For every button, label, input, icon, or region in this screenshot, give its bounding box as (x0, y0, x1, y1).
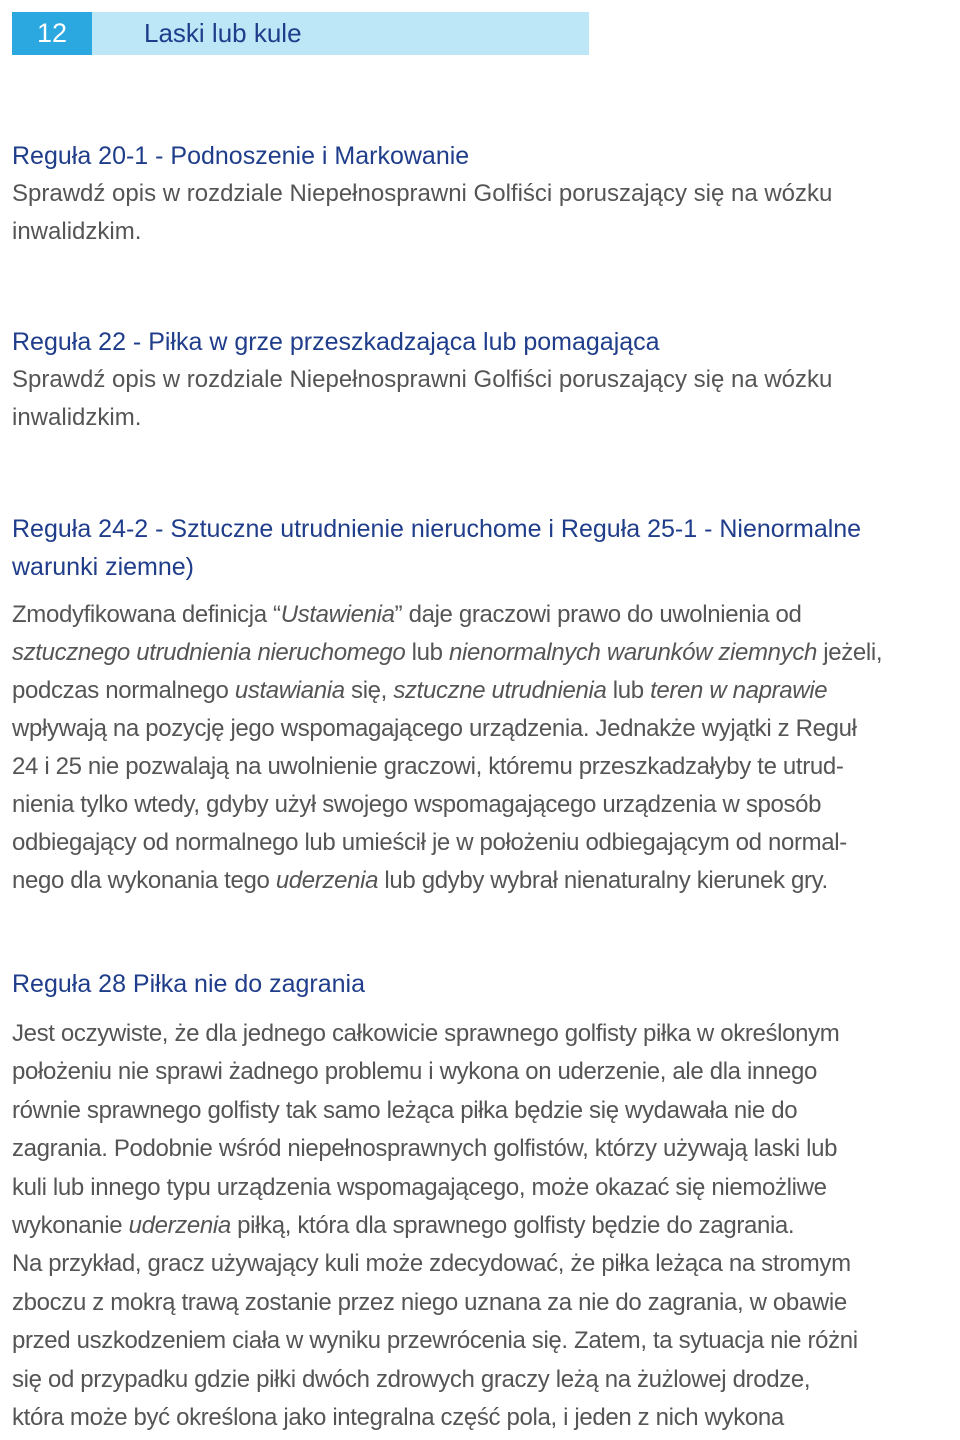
section-paragraph: Zmodyfikowana definicja “Ustawienia” daje graczowi prawo do uwolnienia od sztucznego utrudnienia nieruchomego lub nienormalnych warunków ziemnych jeżeli, podczas normalnego ustawiania się, sztuczne utrudnienia lub teren w naprawie wpływają na pozycję jego wspomagającego urządzenia. Jednakże wyjątki z Reguł 24 i 25 nie pozwalają na uwolnienie graczowi, któremu przeszkadzałyby te utrud- nienia tylko wtedy, gdyby użył swojego wspomagającego urządzenia w sposób odbiegający od normalnego lub umieścił je w położeniu odbiegającym od normal- nego dla wykonania tego uderzenia lub gdyby wybrał nienaturalny kierunek gry. (12, 601, 883, 894)
section-text: Sprawdź opis w rozdziale Niepełnosprawni Golfiści poruszający się na wózku inwalidzkim. (12, 180, 833, 245)
section-heading: Reguła 24-2 - Sztuczne utrudnienie nieruchome i Reguła 25-1 - Nienormalne warunki ziemne) (12, 515, 862, 581)
section-paragraph: Jest oczywiste, że dla jednego całkowicie sprawnego golfisty piłka w określonym położeniu nie sprawi żadnego problemu i wykona on uderzenie, ale dla innego równie sprawnego golfisty tak samo leżąca piłka będzie się wydawała nie do zagrania. Podobnie wśród niepełnosprawnych golfistów, którzy używają laski lub kuli lub innego typu urządzenia wspomagającego, może okazać się niemożliwe wykonanie uderzenia piłką, która dla sprawnego golfisty będzie do zagrania. Na przykład, gracz używający kuli może zdecydować, że piłka leżąca na stromym zboczu z mokrą trawą zostanie przez niego uznana za nie do zagrania, w obawie przed uszkodzeniem ciała w wyniku przewrócenia się. Zatem, ta sytuacja nie różni się od przypadku gdzie piłki dwóch zdrowych graczy leżą na żużlowej drodze, która może być określona jako integralna część pola, i jeden z nich wykona (12, 1020, 858, 1432)
section-rule-22 (12, 323, 952, 437)
section-heading: Reguła 28 Piłka nie do zagrania (12, 970, 366, 998)
section-rule-24-2 (12, 510, 952, 900)
section-rule-20-1 (12, 137, 952, 251)
section-rule-28 (12, 965, 952, 1437)
page-header (12, 12, 589, 55)
page-number: 12 (12, 12, 92, 55)
section-heading: Reguła 22 - Piłka w grze przeszkadzająca lub pomagająca (12, 328, 660, 356)
section-text: Sprawdź opis w rozdziale Niepełnosprawni Golfiści poruszający się na wózku inwalidzkim. (12, 366, 833, 431)
section-heading: Reguła 20-1 - Podnoszenie i Markowanie (12, 142, 470, 170)
chapter-title: Laski lub kule (92, 12, 589, 55)
